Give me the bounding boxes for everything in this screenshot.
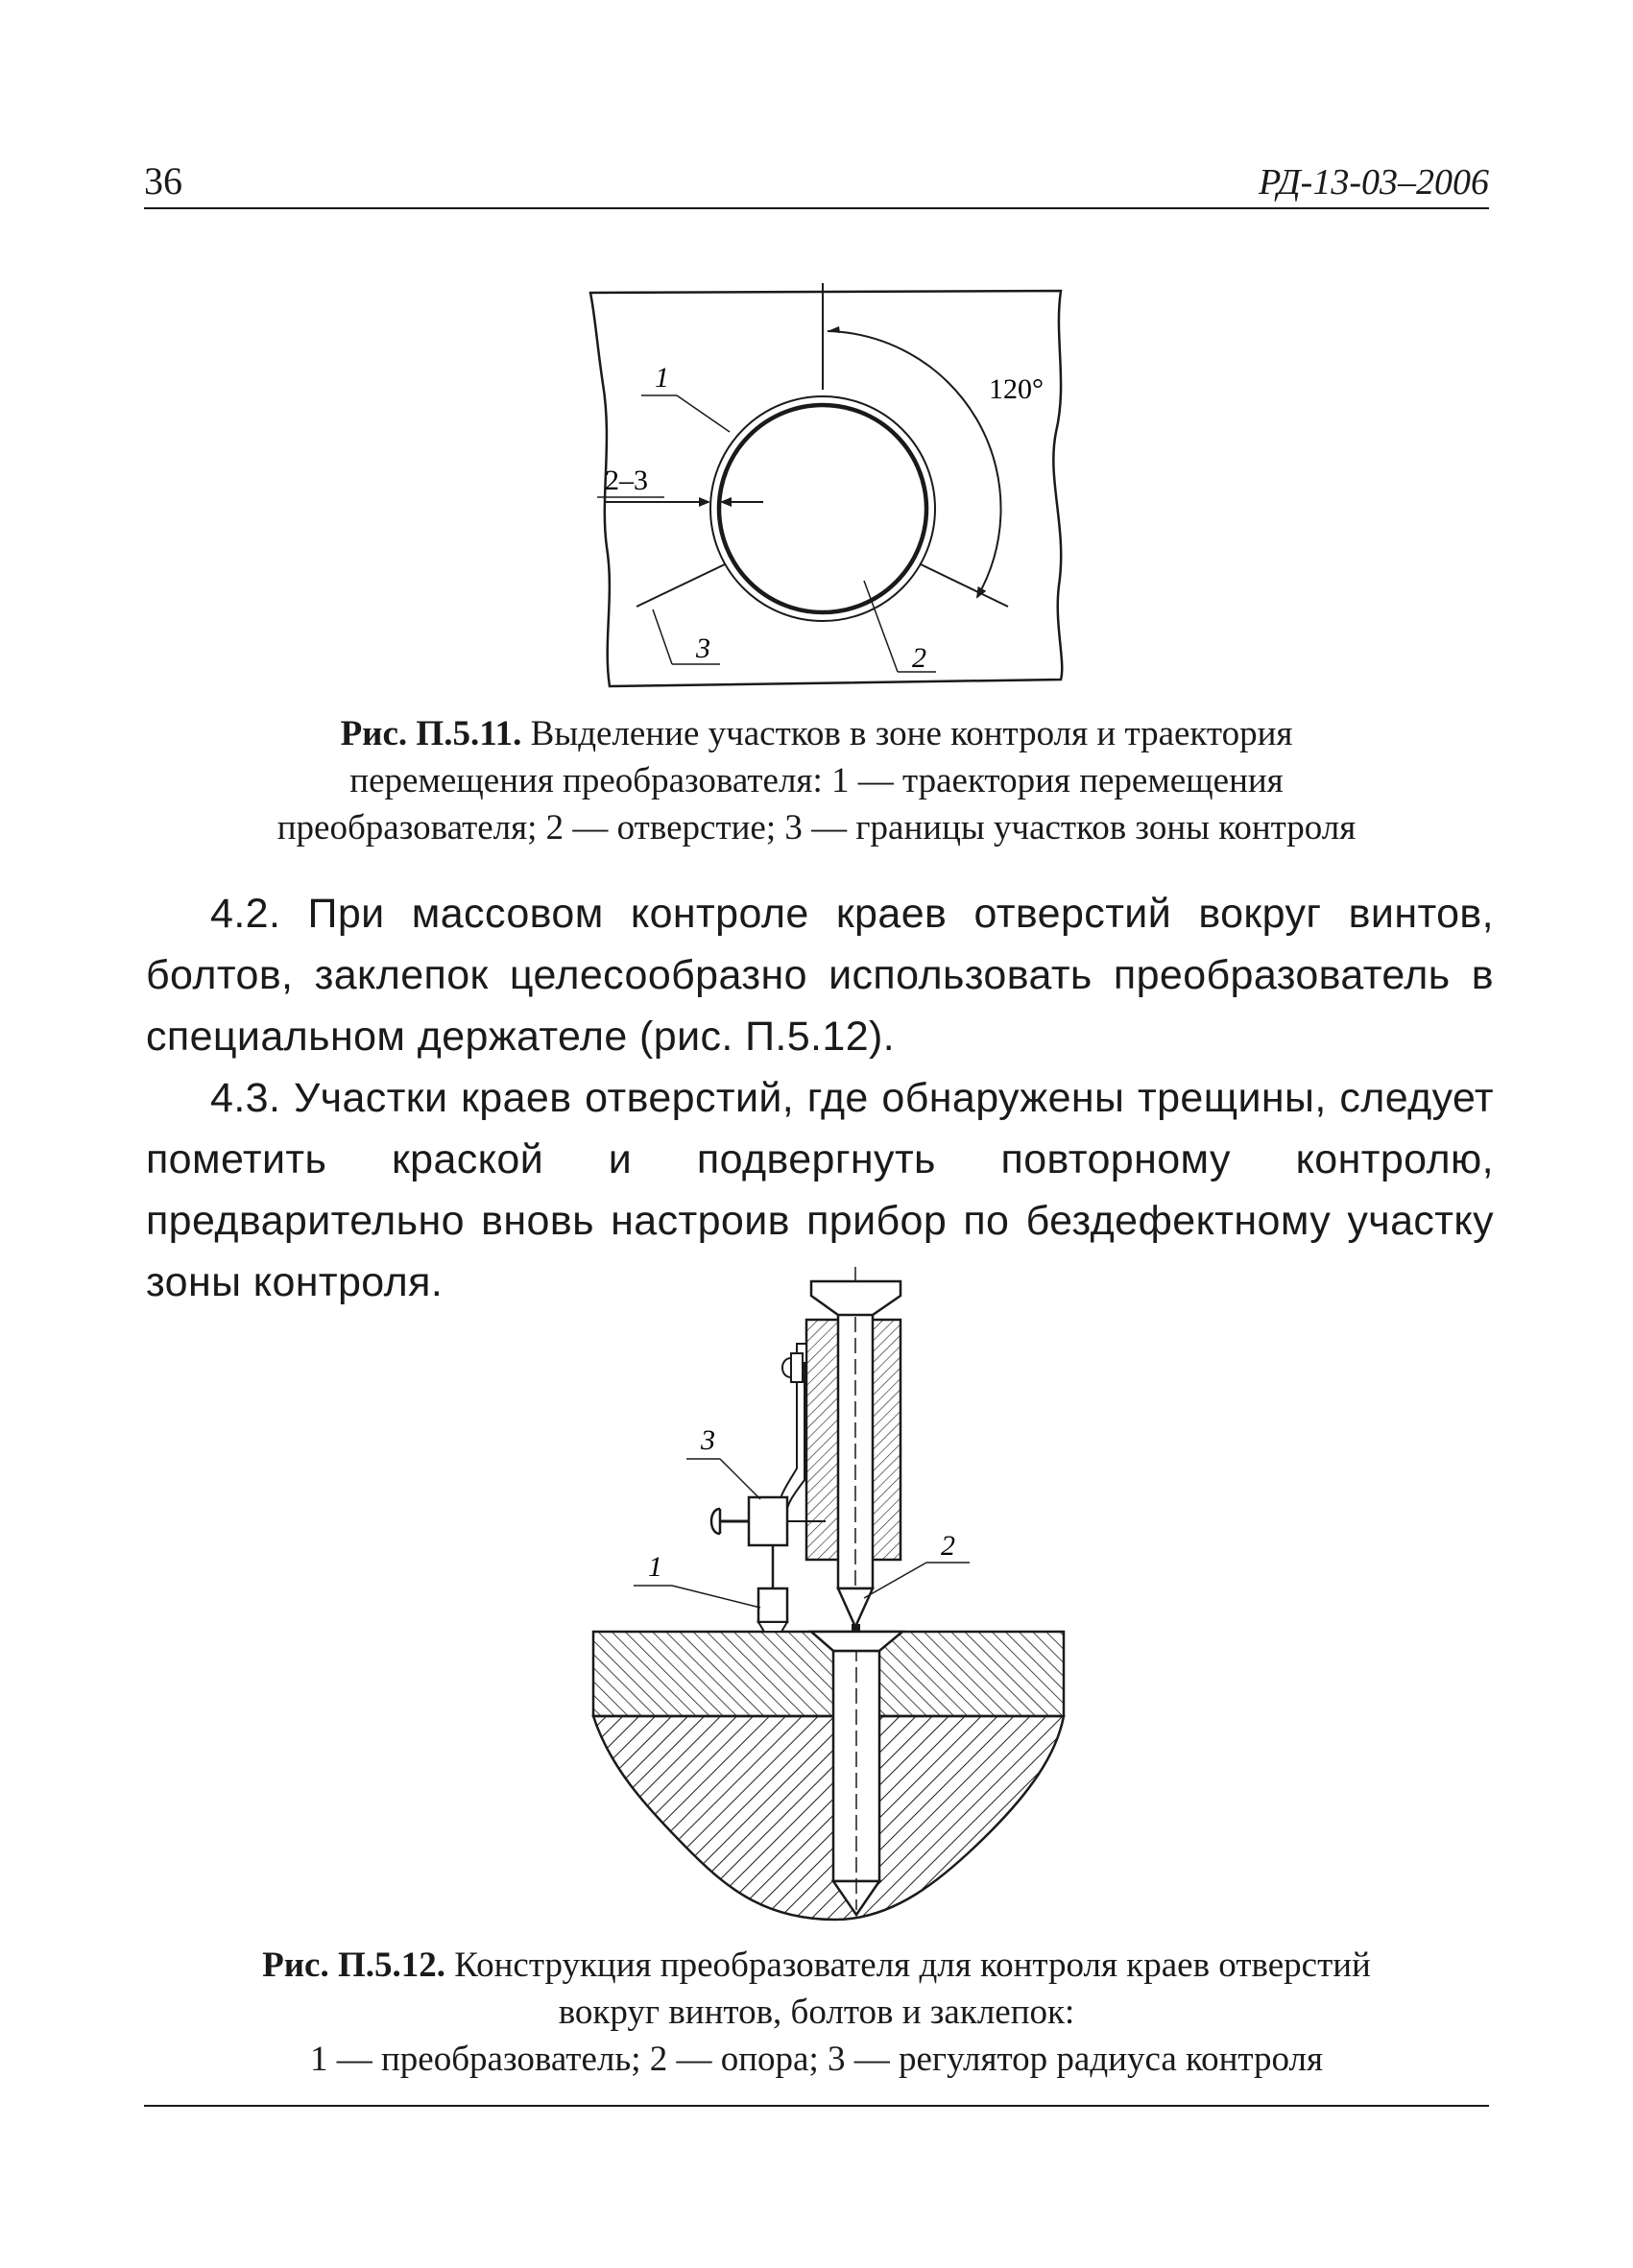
label-1: 1 [655,362,669,394]
page-header [144,154,1489,209]
label-3: 3 [696,633,710,664]
label-gap: 2–3 [605,465,648,496]
boundary-right [921,564,1008,607]
figure2-caption-line2: вокруг винтов, болтов и заклепок: [558,1993,1075,2032]
figure1-caption-line3: преобразователя; 2 — отверстие; 3 — границы участков зоны контроля [276,808,1357,848]
radius-regulator [749,1497,787,1545]
figure1-ref: Рис. П.5.11. [340,714,522,753]
paragraph-4-2: 4.2. При массовом контроле краев отверстий вокруг винтов, болтов, заклепок целесообразно использовать преобразователь в специальном держателе (рис. П.5.12). [146,891,1494,1060]
label-3: 3 [701,1424,715,1456]
top-cap [811,1281,901,1315]
label-1: 1 [648,1551,662,1583]
boundary-left [636,564,725,607]
figure2-ref: Рис. П.5.12. [262,1946,446,1985]
plate-outline [590,291,1062,686]
figure-hole-zones [576,278,1075,691]
trajectory-circle [710,396,935,621]
paragraph-4-3: 4.3. Участки краев отверстий, где обнаружены трещины, следует пометить краской и подвергнуть повторному контролю, предварительно вновь настроив прибор по бездефектному участку зоны контроля. [146,1075,1494,1305]
figure1-caption [144,710,1489,851]
document-code: РД-13-03–2006 [1259,162,1489,203]
figure1-caption-line1: Выделение участков в зоне контроля и траектория [530,714,1293,753]
figure1-caption-line2: перемещения преобразователя: 1 — траектория перемещения [349,761,1284,800]
figure2-caption-line3: 1 — преобразователь; 2 — опора; 3 — регулятор радиуса контроля [309,2040,1324,2079]
figure-transducer-holder [576,1257,1075,1929]
figure2-caption [144,1942,1489,2083]
label-2: 2 [941,1530,955,1562]
transducer [758,1588,787,1622]
footer-rule [144,2105,1489,2107]
label-2: 2 [912,642,926,674]
lower-body [593,1716,1064,1920]
body-text [146,883,1494,1313]
hole-circle [719,405,926,612]
angle-label: 120° [989,373,1044,405]
page-number: 36 [144,159,182,203]
figure2-caption-line1: Конструкция преобразователя для контроля краев отверстий [454,1946,1371,1985]
